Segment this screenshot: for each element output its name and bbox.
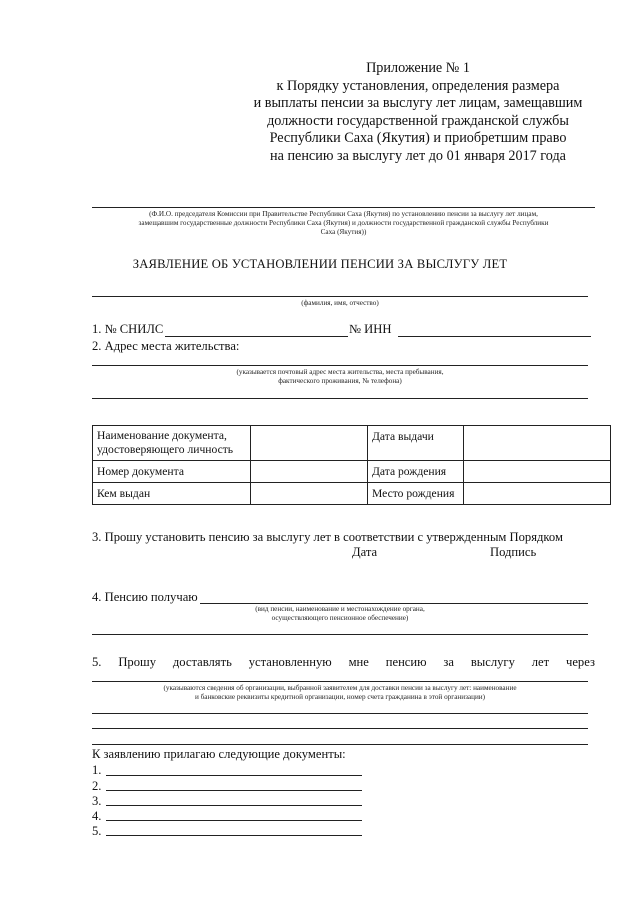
chairman-caption-line: Саха (Якутия)) [320,228,367,236]
delivery-line-3[interactable] [92,728,588,729]
pension-caption [92,605,588,623]
birth-date-value[interactable] [464,461,611,483]
table-row [93,461,611,483]
item5-word: доставлять [172,655,232,669]
table-row [93,483,611,505]
address-line-1[interactable] [92,365,588,366]
attachment-number: 3. [92,794,102,808]
delivery-caption [92,684,588,702]
chairman-caption [92,210,595,237]
item3-text: 3. Прошу установить пенсию за выслугу лет в соответствии с утвержденным Порядком [92,530,563,544]
document-title: ЗАЯВЛЕНИЕ ОБ УСТАНОВЛЕНИИ ПЕНСИИ ЗА ВЫСЛУГУ ЛЕТ [132,257,508,271]
item5-word: Прошу [118,655,156,669]
appendix-line: Республики Саха (Якутия) и приобретшим право [269,130,567,147]
item5-word: лет [531,655,550,669]
appendix-line: должности государственной гражданской службы [267,112,569,129]
delivery-line-2[interactable] [92,713,588,714]
delivery-caption-line: и банковские реквизиты кредитной организации, номер счета гражданина в этой организации) [194,693,486,701]
item5-word: через [566,655,595,669]
pension-field[interactable] [200,603,588,604]
birth-place-label: Место рождения [368,483,464,505]
signature-label: Подпись [490,545,537,559]
snils-label: 1. № СНИЛС [92,322,164,336]
appendix-line: и выплаты пенсии за выслугу лет лицам, замещавшим [253,95,583,112]
attachment-number: 4. [92,809,102,823]
attachment-field[interactable] [106,790,362,791]
address-caption-line: фактического проживания, № телефона) [278,377,402,385]
attachment-number: 5. [92,824,102,838]
appendix-line: Приложение № 1 [366,60,470,76]
chairman-caption-line: (Ф.И.О. председателя Комиссии при Правительстве Республики Саха (Якутия) по установлению пенсии за выслугу лет лицам, [149,210,538,218]
attachment-number: 2. [92,779,102,793]
attachment-number: 1. [92,763,102,777]
delivery-line-4[interactable] [92,744,588,745]
item5-word: мне [348,655,369,669]
doc-name-label: Наименование документа, удостоверяющего личность [93,426,251,461]
attachment-field[interactable] [106,775,362,776]
delivery-request [92,655,595,670]
address-caption [92,368,588,386]
attachments-label: К заявлению прилагаю следующие документы: [92,747,346,761]
item5-word: пенсию [385,655,427,669]
attachment-field[interactable] [106,805,362,806]
item5-word: установленную [248,655,332,669]
pension-caption-line: осуществляющего пенсионное обеспечение) [271,614,409,622]
issue-date-label: Дата выдачи [368,426,464,461]
doc-number-label: Номер документа [93,461,251,483]
doc-name-value[interactable] [251,426,368,461]
pension-caption-line: (вид пенсии, наименование и местонахождение органа, [255,605,425,613]
appendix-line: на пенсию за выслугу лет до 01 января 2017 года [270,147,566,164]
birth-place-value[interactable] [464,483,611,505]
issued-by-value[interactable] [251,483,368,505]
attachment-field[interactable] [106,835,362,836]
inn-label: № ИНН [349,322,392,336]
attachment-field[interactable] [106,820,362,821]
table-row [93,426,611,461]
appendix-line: к Порядку установления, определения размера [276,77,560,94]
doc-number-value[interactable] [251,461,368,483]
appendix-header [238,60,598,166]
pension-line-2[interactable] [92,634,588,635]
delivery-line-1[interactable] [92,681,588,682]
chairman-caption-line: замещавшим государственные должности Республики Саха (Якутия) и должности государственной гражданской службы Республики [138,219,549,227]
identity-document-table [92,425,611,505]
date-label: Дата [352,545,378,559]
item5-word: за [443,655,454,669]
snils-field[interactable] [165,336,348,337]
pension-label: 4. Пенсию получаю [92,590,198,604]
item5-word: 5. [92,655,102,669]
fio-caption: (фамилия, имя, отчество) [301,299,379,307]
issued-by-label: Кем выдан [93,483,251,505]
address-line-2[interactable] [92,398,588,399]
address-label: 2. Адрес места жительства: [92,339,240,353]
address-caption-line: (указывается почтовый адрес места жительства, места пребывания, [236,368,444,376]
fio-line[interactable] [92,296,588,297]
inn-field[interactable] [398,336,591,337]
birth-date-label: Дата рождения [368,461,464,483]
delivery-caption-line: (указываются сведения об организации, выбранной заявителем для доставки пенсии за выслугу лет: наименование [163,684,517,692]
chairman-line[interactable] [92,207,595,208]
issue-date-value[interactable] [464,426,611,461]
item5-word: выслугу [470,655,515,669]
